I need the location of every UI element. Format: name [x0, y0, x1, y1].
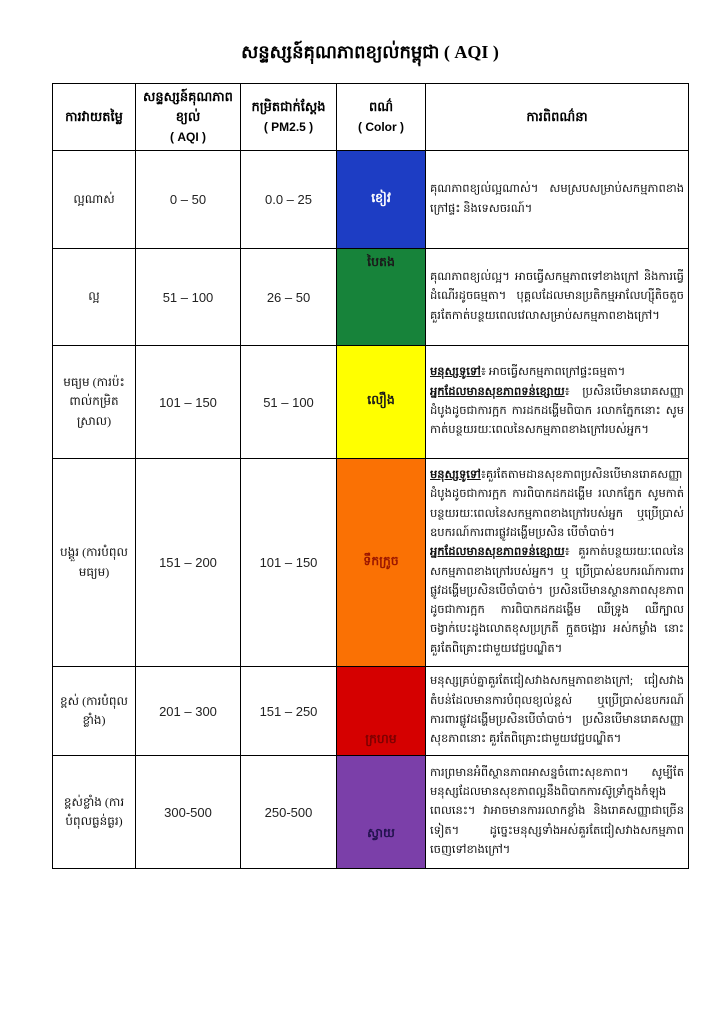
color-name-label: លឿង [367, 393, 395, 407]
color-name-label: បៃតង [367, 255, 395, 269]
aqi-range-cell: 101 – 150 [136, 346, 241, 459]
rating-cell: ល្អណាស់ [53, 151, 136, 249]
header-color: ពណ៌ ( Color ) [337, 84, 426, 151]
pm25-range-cell: 101 – 150 [241, 459, 337, 667]
rating-cell: មធ្យម (ការប៉ះពាល់កម្រិតស្រាល) [53, 346, 136, 459]
color-swatch-orange [337, 459, 425, 666]
description-cell: គុណភាពខ្យល់ល្អណាស់។ សមស្របសម្រាប់សកម្មភាពខាងក្រៅផ្ទះ និងទេសចរណ៍។ [426, 151, 689, 249]
aqi-range-cell: 0 – 50 [136, 151, 241, 249]
color-swatch-red [337, 667, 425, 755]
description-cell: គុណភាពខ្យល់ល្អ។ អាចធ្វើសកម្មភាពទៅខាងក្រៅ និងការធ្វើដំណើរដូចធម្មតា។ បុគ្គលដែលមានប្រតិកម្មអាលែហ្ស៊ីតិចតួច គួរតែកាត់បន្ថយពេលវេលាសម្រាប់សកម្មភាពខាងក្រៅ។ [426, 249, 689, 346]
rating-cell: បង្គួរ (ការបំពុលមធ្យម) [53, 459, 136, 667]
header-row [53, 84, 689, 151]
audience-lead: មនុស្សទូទៅ [430, 468, 481, 481]
color-cell [337, 459, 426, 667]
pm25-range-cell: 26 – 50 [241, 249, 337, 346]
aqi-range-cell: 201 – 300 [136, 667, 241, 756]
color-cell [337, 346, 426, 459]
color-name-label: ក្រហម [365, 732, 397, 746]
table-row-unhealthy [53, 459, 689, 667]
rating-cell: ល្អ [53, 249, 136, 346]
color-cell [337, 667, 426, 756]
pm25-range-cell: 151 – 250 [241, 667, 337, 756]
color-name-label: ទឹកក្រូច [363, 553, 399, 568]
rating-cell: ខ្ពស់ (ការបំពុលខ្លាំង) [53, 667, 136, 756]
header-aqi: សន្ទស្សន៍គុណភាពខ្យល់ ( AQI ) [136, 84, 241, 151]
description-cell: មនុស្សទូទៅ៖គួរតែតាមដានសុខភាពប្រសិនបើមានរោគសញ្ញាដំបូងដូចជាការក្អក ការពិបាកដកដង្ហើម រលាកភ្នែក សូមកាត់បន្ថយរយៈពេលនៃសកម្មភាពខាងក្រៅរបស់អ្នក ឬប្រើប្រាស់ឧបករណ៍ការពារផ្លូវដង្ហើមប្រសិន បើចាំបាច់។ អ្នកដែលមានសុខភាពទន់ខ្សោយ៖ គួរកាត់បន្ថយរយៈពេលនៃសកម្មភាពខាងក្រៅរបស់អ្នក។ ឬ ប្រើប្រាស់ឧបករណ៍ការពារផ្លូវដង្ហើមប្រសិនបើចាំបាច់។ ប្រសិនបើមានស្ថានភាពសុខភាពដូចជាការក្អក ការពិបាកដកដង្ហើម ឈឺទ្រូង ឈឺក្បាល ចង្វាក់បេះដូងលោតខុសប្រក្រតី ក្អួតចង្អោរ អស់កម្លាំង នោះគួរតែពិគ្រោះជាមួយវេជ្ជបណ្ឌិត។ [426, 459, 689, 667]
rating-cell: ខ្ពស់ខ្លាំង (ការបំពុលធ្ងន់ធ្ងរ) [53, 756, 136, 869]
color-name-label: ស្វាយ [367, 826, 395, 840]
color-swatch-yellow [337, 346, 425, 458]
description-cell: ការព្រមានអំពីស្ថានភាពអាសន្នចំពោះសុខភាព។ សូម្បីតែមនុស្សដែលមានសុខភាពល្អនឹងពិបាកការស៊ូទ្រាំក្នុងកំឡុងពេលនេះ។ វាអាចមានការរលាកខ្លាំង និងរោគសញ្ញាជាច្រើនទៀត។ ដូច្នេះមនុស្សទាំងអស់គួរតែជៀសវាងសកម្មភាពចេញទៅខាងក្រៅ។ [426, 756, 689, 869]
table-row-high [53, 667, 689, 756]
table-row-very-high [53, 756, 689, 869]
table-row-moderate [53, 346, 689, 459]
color-swatch-purple [337, 756, 425, 868]
page-title: សន្ទស្សន៍គុណភាពខ្យល់កម្ពុជា ( AQI ) [241, 42, 499, 62]
aqi-range-cell: 151 – 200 [136, 459, 241, 667]
color-cell [337, 756, 426, 869]
pm25-range-cell: 250-500 [241, 756, 337, 869]
description-cell: មនុស្សទូទៅ៖ អាចធ្វើសកម្មភាពក្រៅផ្ទះធម្មតា។ អ្នកដែលមានសុខភាពទន់ខ្សោយ៖ ប្រសិនបើមានរោគសញ្ញាដំបូងដូចជាការក្អក ការដកដង្ហើមពិបាក រលាកភ្នែកនោះ សូមកាត់បន្ថយរយៈពេលនៃសកម្មភាពខាងក្រៅរបស់អ្នក។ [426, 346, 689, 459]
description-cell: មនុស្សគ្រប់គ្នាគួរតែជៀសវាងសកម្មភាពខាងក្រៅ; ជៀសវាងតំបន់ដែលមានការបំពុលខ្យល់ខ្ពស់ ឬប្រើប្រាស់ឧបករណ៍ការពារផ្លូវដង្ហើមប្រសិនបើចាំបាច់។ ប្រសិនបើមានរោគសញ្ញាសុខភាពនោះ គួរតែពិគ្រោះជាមួយវេជ្ជបណ្ឌិត។ [426, 667, 689, 756]
audience-lead: អ្នកដែលមានសុខភាពទន់ខ្សោយ [430, 385, 565, 398]
audience-lead: មនុស្សទូទៅ [430, 366, 481, 379]
color-name-label: ខៀវ [371, 190, 391, 205]
table-row-good [53, 249, 689, 346]
header-description: ការពិពណ៌នា [426, 84, 689, 151]
color-cell [337, 249, 426, 346]
color-swatch-blue [337, 151, 425, 248]
table-row-very-good [53, 151, 689, 249]
pm25-range-cell: 0.0 – 25 [241, 151, 337, 249]
color-cell [337, 151, 426, 249]
aqi-range-cell: 300-500 [136, 756, 241, 869]
aqi-range-cell: 51 – 100 [136, 249, 241, 346]
header-pm25: កម្រិតជាក់ស្ដែង ( PM2.5 ) [241, 84, 337, 151]
color-swatch-green [337, 249, 425, 345]
aqi-table [52, 83, 689, 869]
pm25-range-cell: 51 – 100 [241, 346, 337, 459]
audience-lead: អ្នកដែលមានសុខភាពទន់ខ្សោយ [430, 546, 565, 559]
header-assessment: ការវាយតម្លៃ [53, 84, 136, 151]
